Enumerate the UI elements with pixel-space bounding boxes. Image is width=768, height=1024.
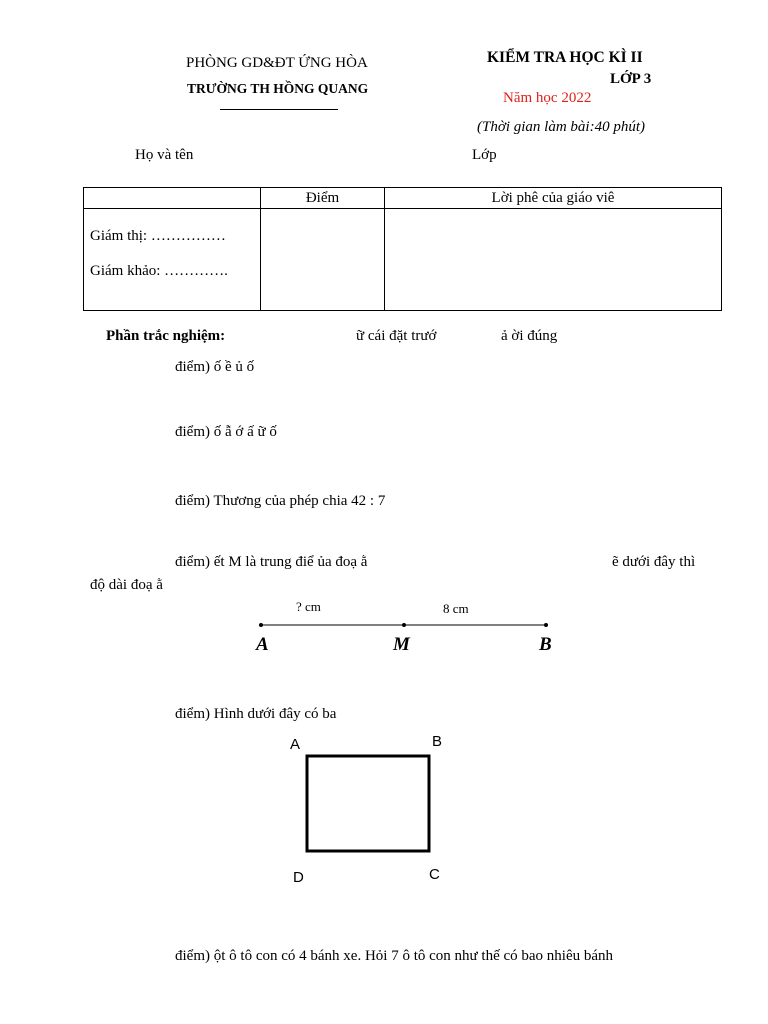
point-b-dot <box>544 623 548 627</box>
rectangle-shape <box>307 756 429 851</box>
corner-d-label: D <box>293 869 304 886</box>
question-5: điểm) Hình dưới đây có ba <box>175 706 337 722</box>
student-class-label: Lớp <box>472 147 497 163</box>
question-2: điểm) ố ẫ ớ ấ ữ ố <box>175 424 277 440</box>
question-1: điểm) ố ề ủ ố <box>175 359 255 375</box>
score-table-blank-header <box>84 188 261 209</box>
grade-label: LỚP 3 <box>610 71 652 87</box>
comment-cell <box>385 209 722 311</box>
department-name: PHÒNG GD&ĐT ỨNG HÒA <box>186 55 368 71</box>
school-name: TRƯỜNG TH HỒNG QUANG <box>187 81 369 96</box>
school-underline <box>220 109 338 110</box>
exam-title: KIỂM TRA HỌC KÌ II <box>487 49 643 66</box>
segment-am-label: ? cm <box>296 599 321 614</box>
section-title: Phần trắc nghiệm: <box>106 328 226 344</box>
point-a-label: A <box>256 634 269 655</box>
segment-mb-label: 8 cm <box>443 601 469 616</box>
section-instruction-part1: ữ cái đặt trướ <box>356 328 437 344</box>
point-b-label: B <box>539 634 552 655</box>
question-4-line1: điểm) ết M là trung điể ủa đoạ ằ <box>175 554 368 570</box>
corner-c-label: C <box>429 866 440 883</box>
school-year: Năm học 2022 <box>503 90 592 106</box>
score-cell <box>261 209 385 311</box>
comment-column-header: Lời phê của giáo viê <box>385 188 722 209</box>
section-instruction-part2: ả ời đúng <box>501 328 558 344</box>
question-6: điểm) ột ô tô con có 4 bánh xe. Hỏi 7 ô tô con như thế có bao nhiêu bánh <box>175 948 614 964</box>
exam-duration: (Thời gian làm bài:40 phút) <box>477 119 646 135</box>
examiner-line: Giám khảo: …………. <box>90 263 228 279</box>
point-m-label: M <box>393 634 410 655</box>
student-name-label: Họ và tên <box>135 147 194 163</box>
score-table-header-row <box>84 188 722 209</box>
point-m-dot <box>402 623 406 627</box>
question-3: điểm) Thương của phép chia 42 : 7 <box>175 493 386 509</box>
corner-b-label: B <box>432 733 443 750</box>
segment-figure <box>240 594 570 658</box>
score-column-header: Điểm <box>261 188 385 209</box>
point-a-dot <box>259 623 263 627</box>
signatures-cell <box>84 209 261 311</box>
score-table <box>83 187 722 311</box>
proctor-line: Giám thị: …………… <box>90 228 226 244</box>
score-table-body-row <box>84 209 722 311</box>
rectangle-figure <box>285 728 455 890</box>
question-4-line2: độ dài đoạ ằ <box>90 577 163 593</box>
corner-a-label: A <box>290 736 301 753</box>
question-4-line1-end: ẽ dưới đây thì <box>612 554 696 570</box>
